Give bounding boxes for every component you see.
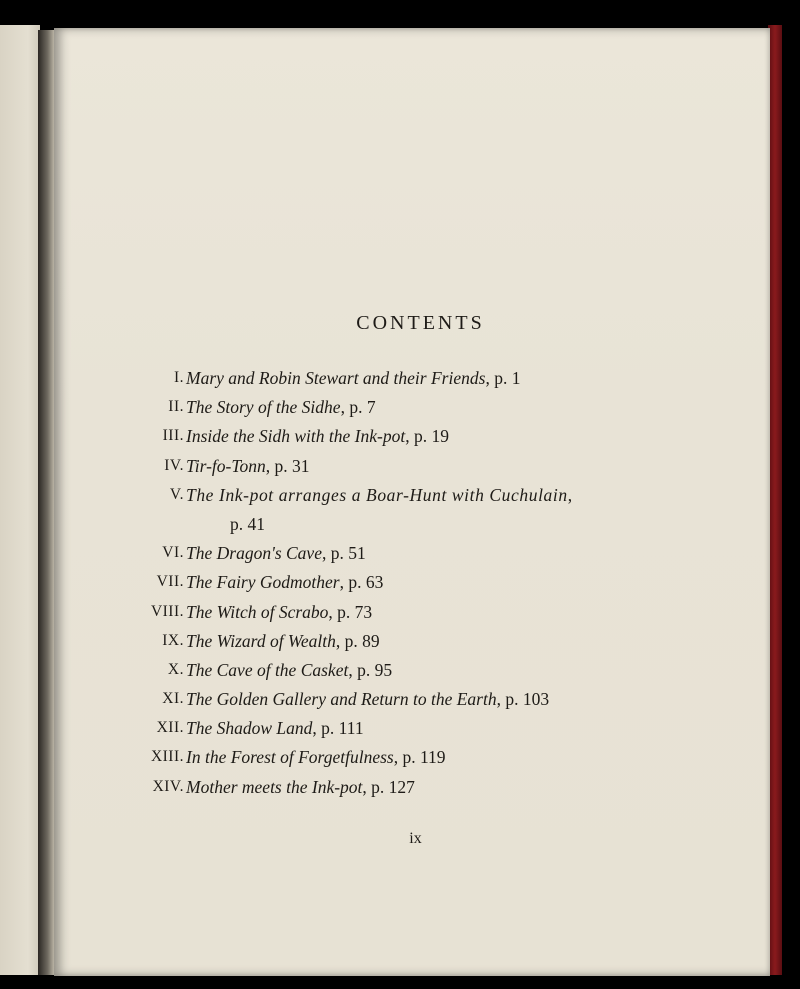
chapter-title: The Shadow Land	[186, 718, 313, 739]
chapter-title: The Wizard of Wealth	[186, 630, 336, 651]
chapter-number: IV.	[164, 456, 184, 474]
facing-page-edge	[0, 25, 40, 975]
chapter-line	[186, 658, 392, 682]
page-ref: , p. 31	[265, 455, 310, 476]
chapter-number: XII.	[156, 719, 184, 737]
chapter-title: The Fairy Godmother	[186, 572, 340, 593]
chapter-line	[186, 395, 376, 419]
chapter-line	[186, 629, 380, 653]
chapter-line	[186, 483, 573, 507]
chapter-number: IX.	[162, 631, 184, 649]
chapter-title: The Cave of the Casket	[186, 659, 349, 680]
chapter-number: VII.	[156, 573, 184, 591]
chapter-line	[186, 775, 415, 799]
chapter-line	[186, 745, 446, 769]
page-ref: , p. 1	[485, 368, 521, 388]
page-ref: , p. 73	[328, 601, 373, 622]
page-ref: , p. 63	[339, 572, 384, 593]
chapter-number: XIII.	[150, 748, 184, 766]
page-ref: , p. 7	[340, 397, 376, 418]
chapter-number: III.	[162, 427, 184, 445]
chapter-title: Mary and Robin Stewart and their Friends	[186, 368, 486, 388]
page-ref: , p. 95	[348, 659, 393, 680]
chapter-line	[186, 600, 372, 624]
chapter-line	[186, 541, 366, 565]
chapter-number: X.	[167, 660, 184, 678]
chapter-number: XI.	[162, 690, 184, 708]
chapter-title: The Dragon's Cave	[186, 543, 322, 564]
chapter-line	[186, 570, 383, 594]
contents-page	[54, 28, 770, 976]
chapter-number: XIV.	[152, 777, 184, 795]
page-ref: , p. 119	[393, 747, 446, 768]
chapter-title: In the Forest of Forgetfulness	[186, 747, 394, 768]
chapter-line	[186, 424, 449, 448]
page-folio: ix	[409, 830, 422, 847]
chapter-line	[186, 454, 309, 478]
page-ref: , p. 19	[405, 426, 449, 447]
chapter-title: The Story of the Sidhe	[186, 397, 341, 418]
chapter-number: II.	[168, 398, 184, 416]
chapter-title: Inside the Sidh with the Ink-pot	[186, 426, 406, 447]
chapter-title: The Golden Gallery and Return to the Earth	[186, 689, 497, 710]
page-ref: , p. 111	[312, 718, 364, 739]
chapter-line	[186, 366, 520, 390]
page-ref: , p. 51	[321, 543, 366, 564]
chapter-line	[186, 687, 549, 711]
page-ref: p. 41	[230, 513, 265, 534]
page-ref: ,	[567, 484, 573, 505]
chapter-title: Tir-fo-Tonn	[186, 455, 266, 476]
page-ref: , p. 127	[362, 776, 415, 797]
chapter-title: The Ink-pot arranges a Boar-Hunt with Cuchulain	[186, 484, 568, 505]
chapter-number: V.	[169, 485, 184, 503]
chapter-number: VI.	[162, 544, 184, 562]
contents-heading: CONTENTS	[356, 312, 485, 334]
page-ref: , p. 103	[496, 689, 550, 710]
gutter-shadow	[38, 30, 54, 975]
chapter-line	[186, 716, 364, 740]
chapter-title: The Witch of Scrabo	[186, 601, 329, 622]
page-ref: , p. 89	[335, 630, 380, 651]
chapter-number: VIII.	[150, 602, 184, 620]
chapter-number: I.	[173, 369, 184, 386]
chapter-title: Mother meets the Ink-pot	[186, 776, 363, 797]
